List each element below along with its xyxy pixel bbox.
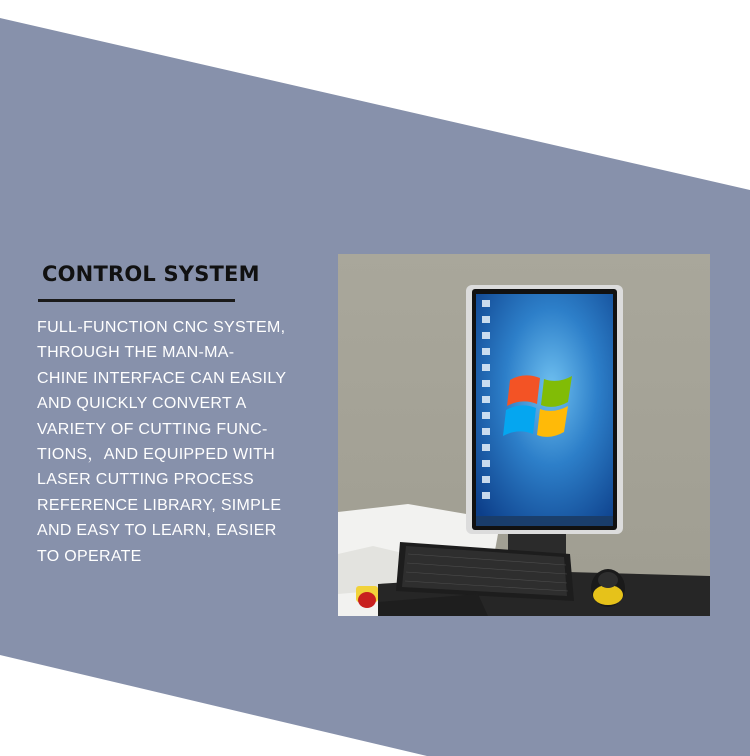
description-line: AND EASY TO LEARN, EASIER — [37, 522, 277, 540]
control-system-photo — [338, 254, 710, 616]
section-description — [37, 315, 297, 569]
section-title: CONTROL SYSTEM — [42, 262, 260, 286]
mouse — [591, 569, 625, 607]
description-line: THROUGH THE MAN-MA- — [37, 344, 235, 362]
description-line: REFERENCE LIBRARY, SIMPLE — [37, 496, 282, 514]
desktop-screen — [476, 294, 613, 526]
description-line: VARIETY OF CUTTING FUNC- — [37, 420, 268, 438]
description-line: AND QUICKLY CONVERT A — [37, 395, 247, 413]
taskbar — [476, 516, 613, 526]
description-line: FULL-FUNCTION CNC SYSTEM, — [37, 319, 286, 336]
description-line: LASER CUTTING PROCESS — [37, 471, 255, 489]
description-line: TO OPERATE — [37, 547, 142, 565]
description-line: TIONS，AND EQUIPPED WITH — [37, 446, 276, 464]
description-line: CHINE INTERFACE CAN EASILY — [37, 369, 287, 387]
title-underline — [38, 299, 235, 302]
